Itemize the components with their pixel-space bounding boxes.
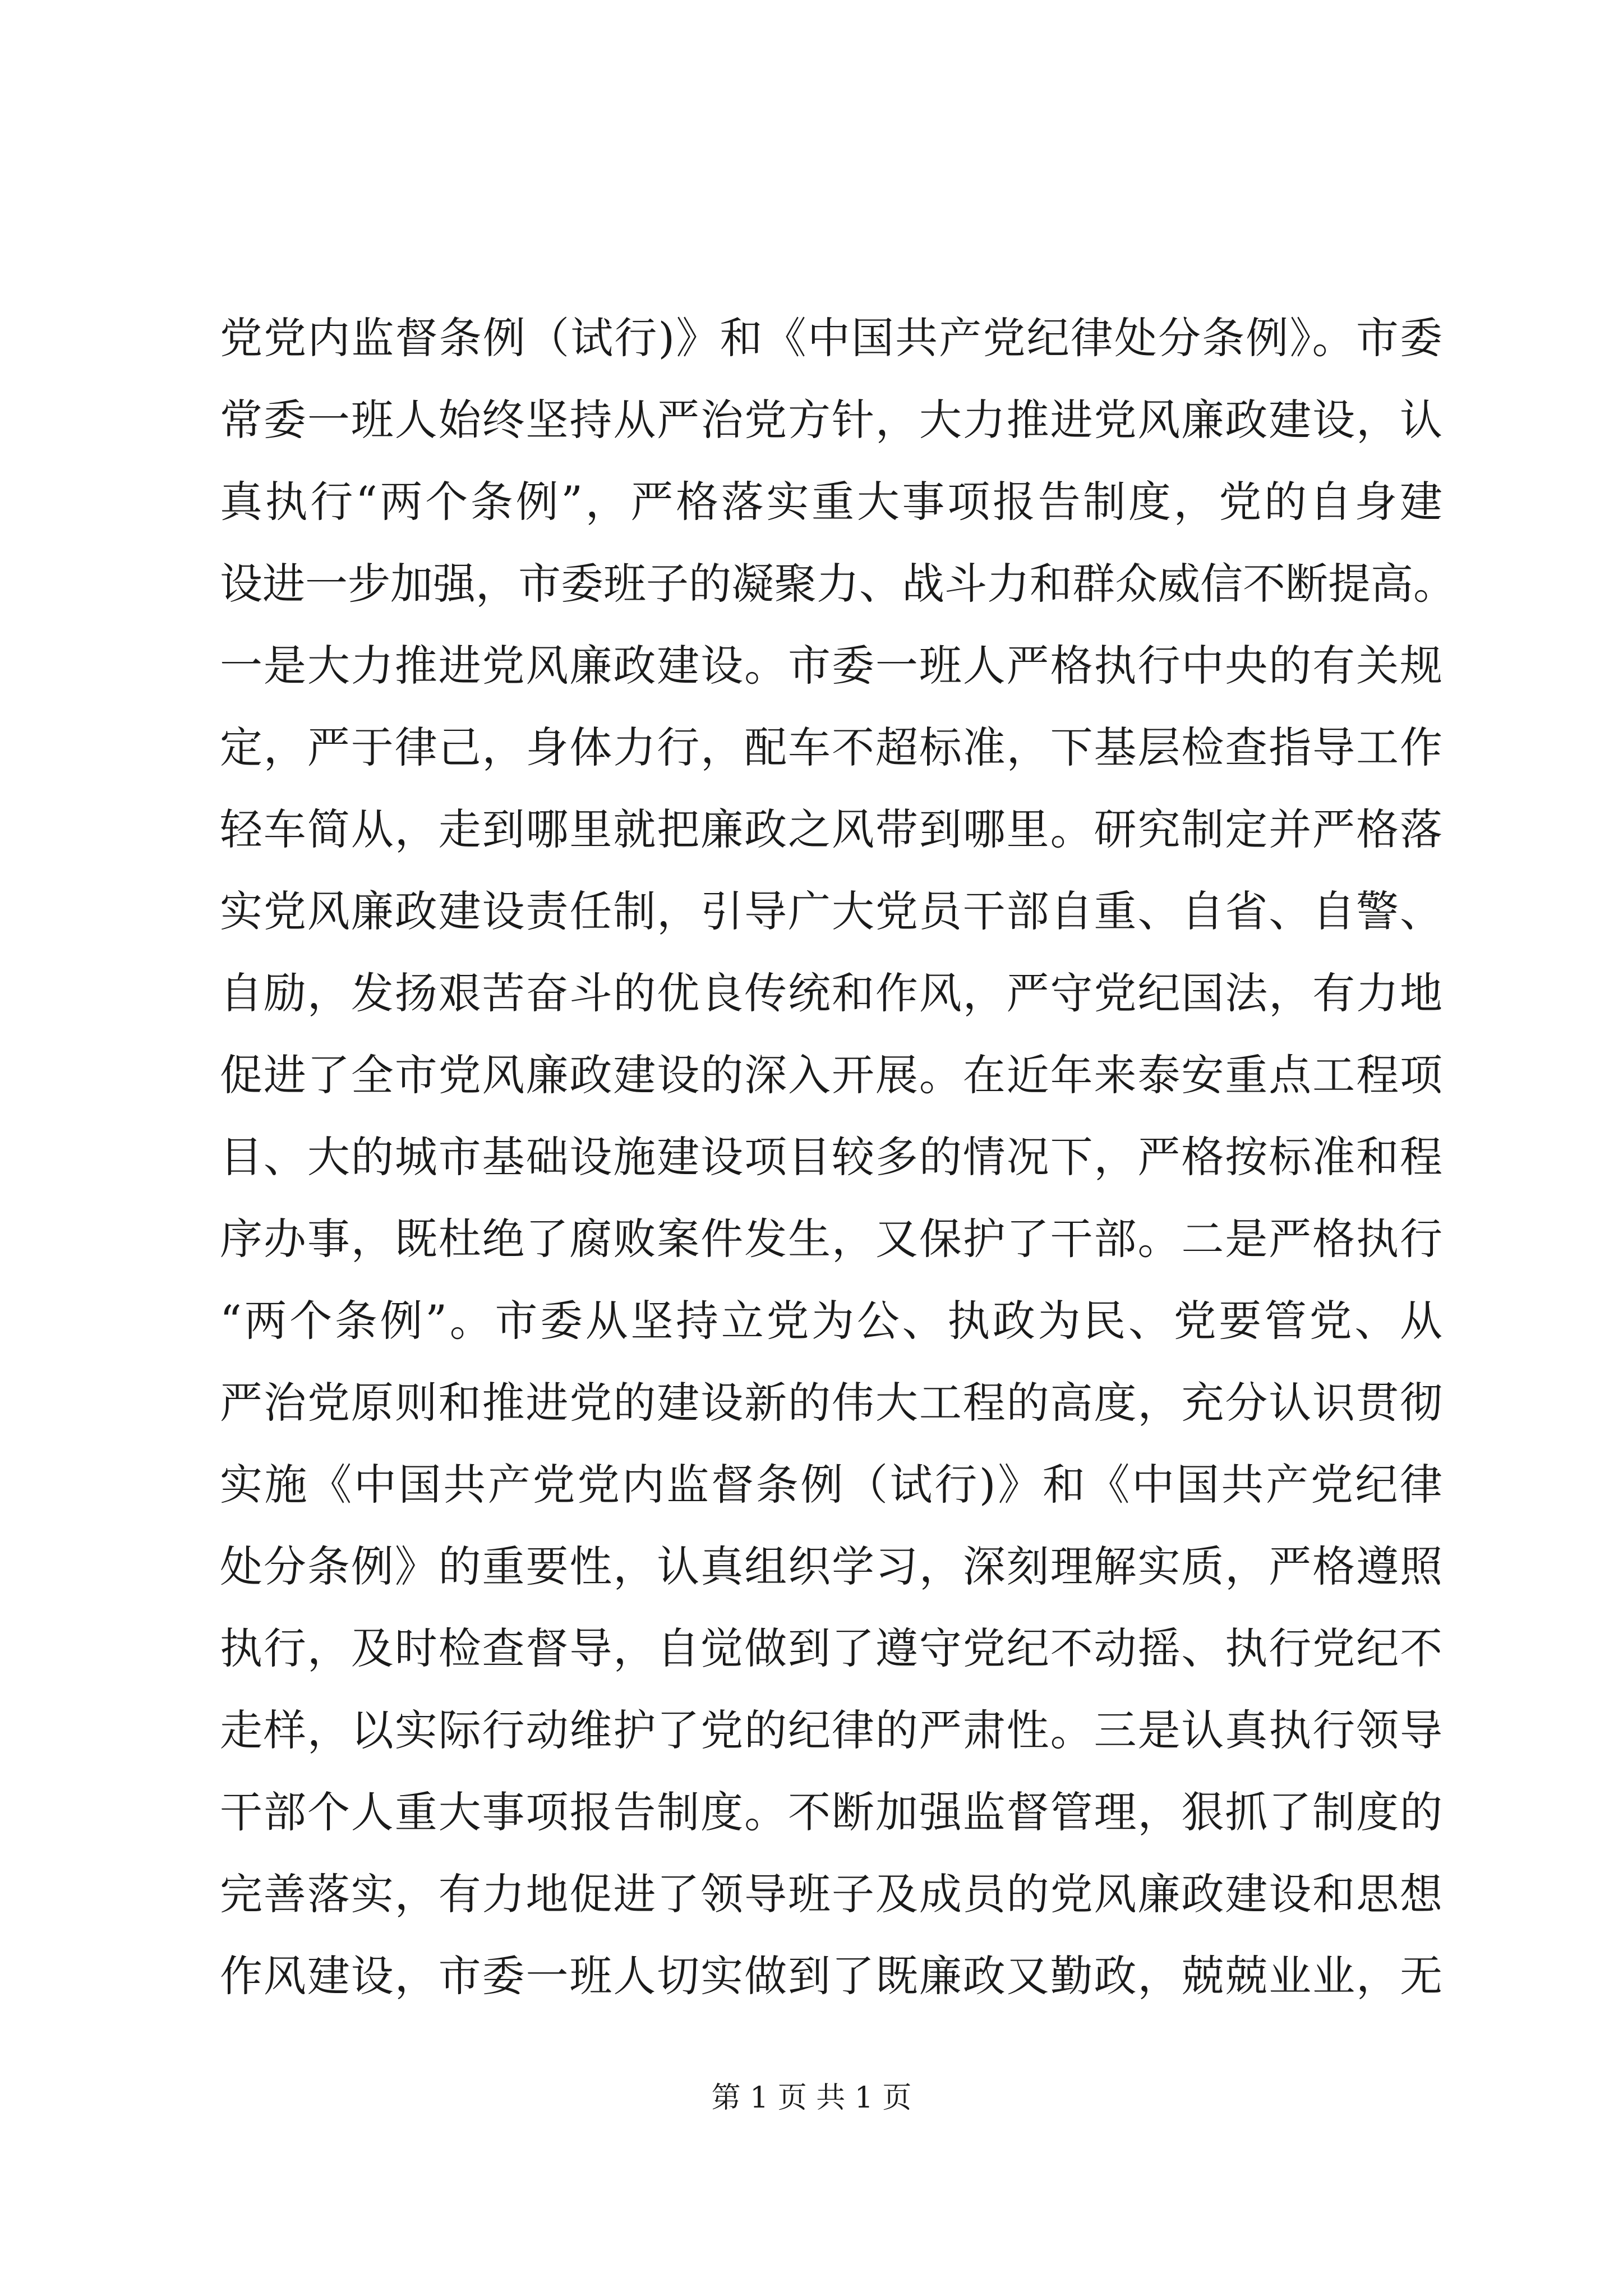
text-line: 干部个人重大事项报告制度。不断加强监督管理，狠抓了制度的 — [220, 1787, 1442, 1837]
body-text — [220, 297, 1456, 2017]
text-line: 促进了全市党风廉政建设的深入开展。在近年来泰安重点工程项 — [220, 1050, 1442, 1100]
text-line: 一是大力推进党风廉政建设。市委一班人严格执行中央的有关规 — [220, 641, 1442, 691]
text-line: 轻车简从，走到哪里就把廉政之风带到哪里。研究制定并严格落 — [220, 804, 1442, 854]
text-line: 真执行“两个条例”，严格落实重大事项报告制度，党的自身建 — [220, 477, 1442, 527]
text-line: 执行，及时检查督导，自觉做到了遵守党纪不动摇、执行党纪不 — [220, 1623, 1442, 1673]
text-line: 完善落实，有力地促进了领导班子及成员的党风廉政建设和思想 — [220, 1869, 1442, 1919]
text-line: 自励，发扬艰苦奋斗的优良传统和作风，严守党纪国法，有力地 — [220, 968, 1442, 1018]
text-line: 严治党原则和推进党的建设新的伟大工程的高度，充分认识贯彻 — [220, 1378, 1442, 1428]
text-line: 党党内监督条例（试行)》和《中国共产党纪律处分条例》。市委 — [220, 313, 1442, 363]
text-line: 走样，以实际行动维护了党的纪律的严肃性。三是认真执行领导 — [220, 1705, 1442, 1755]
text-line: 实施《中国共产党党内监督条例（试行)》和《中国共产党纪律 — [220, 1460, 1442, 1510]
page-number-label: 第 1 页 共 1 页 — [711, 2081, 912, 2115]
text-line: 设进一步加强，市委班子的凝聚力、战斗力和群众威信不断提高。 — [220, 559, 1456, 609]
text-line: “两个条例”。市委从坚持立党为公、执政为民、党要管党、从 — [220, 1296, 1442, 1346]
text-line: 目、大的城市基础设施建设项目较多的情况下，严格按标准和程 — [220, 1132, 1442, 1182]
text-line: 作风建设，市委一班人切实做到了既廉政又勤政，兢兢业业，无 — [220, 1951, 1442, 2001]
text-line: 处分条例》的重要性，认真组织学习，深刻理解实质，严格遵照 — [220, 1542, 1442, 1591]
text-line: 序办事，既杜绝了腐败案件发生，又保护了干部。二是严格执行 — [220, 1214, 1442, 1264]
text-line: 定，严于律己，身体力行，配车不超标准，下基层检查指导工作 — [220, 723, 1442, 772]
text-line: 实党风廉政建设责任制，引导广大党员干部自重、自省、自警、 — [220, 886, 1442, 936]
text-line: 常委一班人始终坚持从严治党方针，大力推进党风廉政建设，认 — [220, 395, 1442, 445]
page-footer — [0, 2076, 1623, 2120]
